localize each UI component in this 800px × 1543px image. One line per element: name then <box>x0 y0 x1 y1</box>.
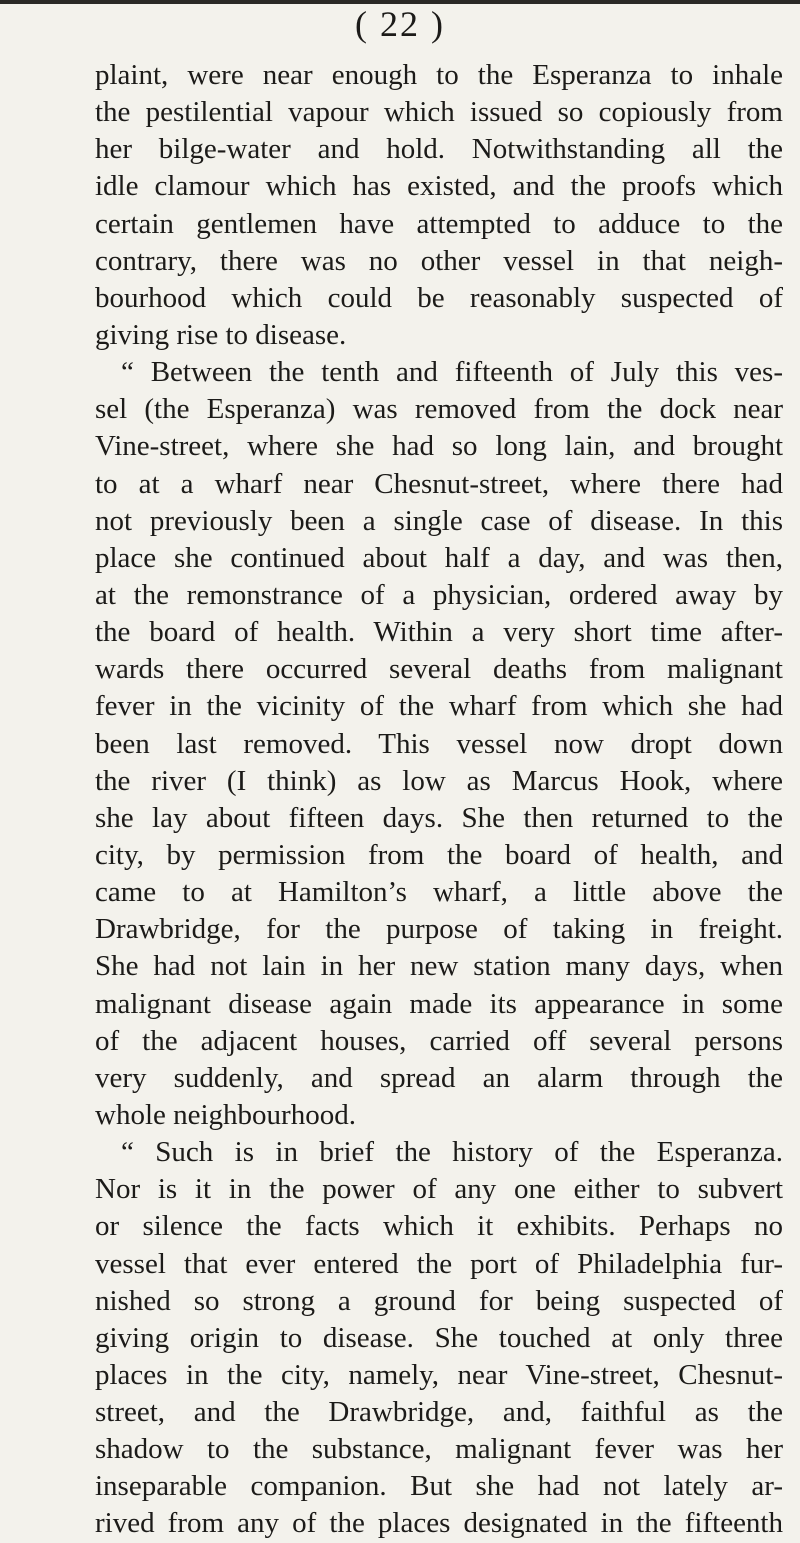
text-line: of the adjacent houses, carried off several persons <box>95 1024 783 1057</box>
text-line: vessel that ever entered the port of Philadelphia fur- <box>95 1247 783 1280</box>
text-line: sel (the Esperanza) was removed from the dock near <box>95 393 783 426</box>
text-line: “ Such is in brief the history of the Esperanza. <box>121 1136 783 1169</box>
text-line: nished so strong a ground for being suspected of <box>95 1284 783 1317</box>
text-line: places in the city, namely, near Vine-street, Chesnut- <box>95 1358 783 1391</box>
text-line: wards there occurred several deaths from malignant <box>95 653 783 686</box>
text-line: Vine-street, where she had so long lain, and brought <box>95 430 783 463</box>
text-line: plaint, were near enough to the Esperanza to inhale <box>95 59 783 91</box>
text-line: contrary, there was no other vessel in that neigh- <box>95 244 783 277</box>
text-line: fever in the vicinity of the wharf from which she had <box>95 690 783 723</box>
text-line: she lay about fifteen days. She then returned to the <box>95 801 783 834</box>
text-line: idle clamour which has existed, and the proofs which <box>95 170 783 203</box>
text-line: She had not lain in her new station many days, when <box>95 950 783 983</box>
text-line: giving rise to disease. <box>95 318 347 351</box>
text-line: certain gentlemen have attempted to adduce to the <box>95 207 783 240</box>
text-line: the river (I think) as low as Marcus Hook, where <box>95 764 783 797</box>
text-line: Drawbridge, for the purpose of taking in freight. <box>95 913 783 946</box>
text-line: very suddenly, and spread an alarm through the <box>95 1061 783 1094</box>
text-line: not previously been a single case of disease. In this <box>95 504 783 537</box>
page-number: ( 22 ) <box>355 4 445 44</box>
text-line: the board of health. Within a very short time after- <box>95 616 783 649</box>
text-line: rived from any of the places designated in the fifteenth <box>95 1507 783 1540</box>
text-line: city, by permission from the board of health, and <box>95 838 783 871</box>
text-line: bourhood which could be reasonably suspected of <box>95 281 783 314</box>
text-line: to at a wharf near Chesnut-street, where there had <box>95 467 783 500</box>
text-line: came to at Hamilton’s wharf, a little above the <box>95 876 783 909</box>
text-line: or silence the facts which it exhibits. Perhaps no <box>95 1210 783 1243</box>
text-line: been last removed. This vessel now dropt down <box>95 727 783 760</box>
text-line: street, and the Drawbridge, and, faithful as the <box>95 1396 783 1429</box>
text-line: at the remonstrance of a physician, ordered away by <box>95 578 783 611</box>
text-line: “ Between the tenth and fifteenth of July this ves- <box>121 356 783 389</box>
text-line: whole neighbourhood. <box>95 1098 356 1131</box>
text-line: malignant disease again made its appearance in some <box>95 987 783 1020</box>
text-line: her bilge-water and hold. Notwithstanding all the <box>95 133 783 166</box>
text-line: the pestilential vapour which issued so copiously from <box>95 96 783 129</box>
text-line: shadow to the substance, malignant fever was her <box>95 1433 783 1466</box>
text-line: giving origin to disease. She touched at only three <box>95 1321 783 1354</box>
text-line: Nor is it in the power of any one either to subvert <box>95 1173 783 1206</box>
body-text <box>95 57 783 1543</box>
text-line: place she continued about half a day, and was then, <box>95 541 783 574</box>
text-line: inseparable companion. But she had not lately ar- <box>95 1470 783 1503</box>
